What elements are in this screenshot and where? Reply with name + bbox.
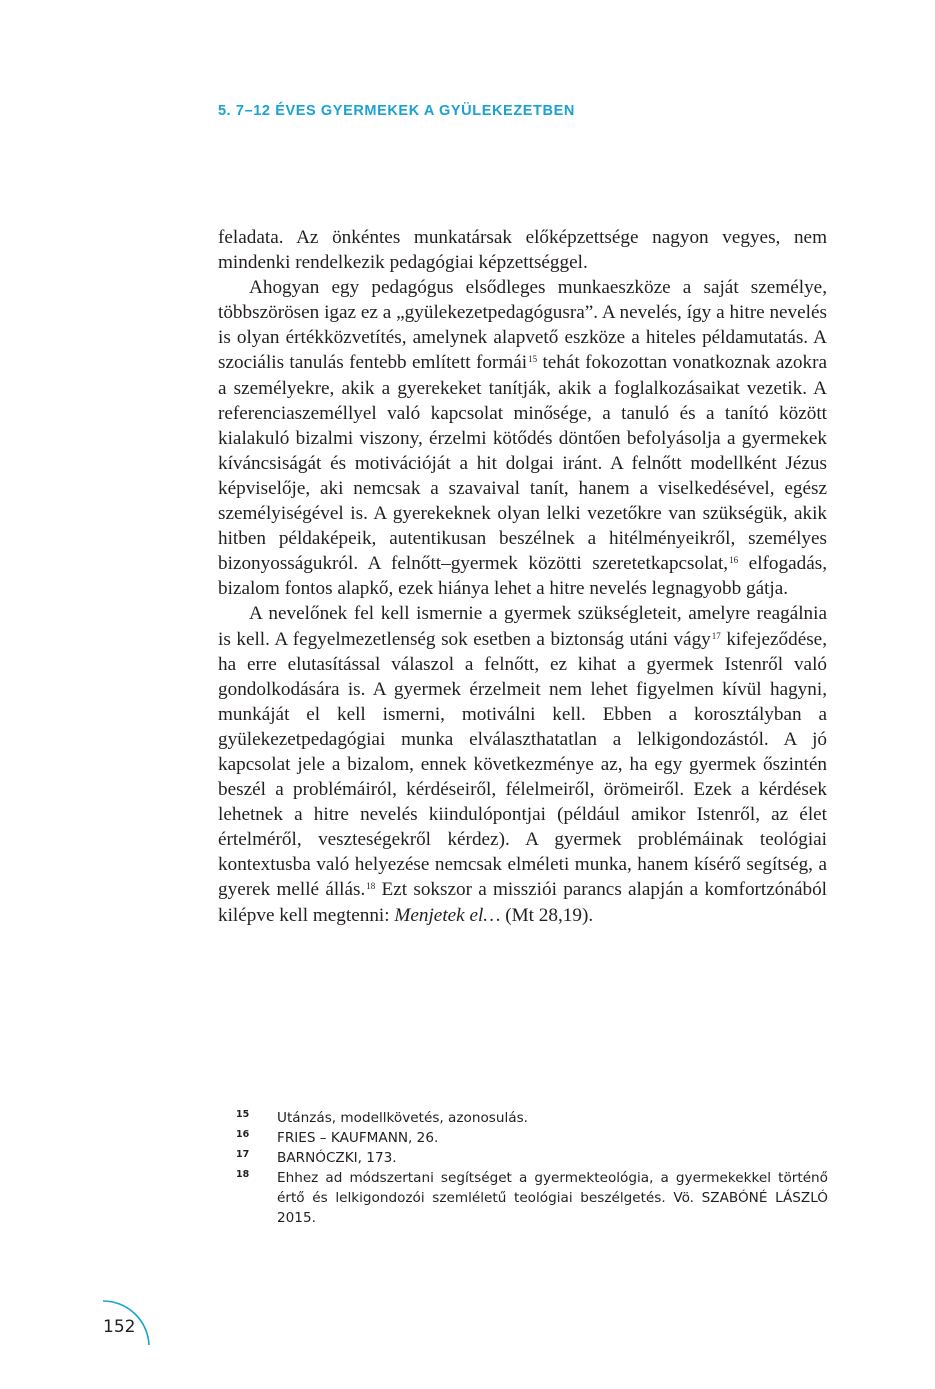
footnote-text: BARNÓCZKI, 173. xyxy=(277,1150,397,1166)
paragraph-3-italic-quote: Menjetek el… xyxy=(394,904,501,926)
footnote-ref-17[interactable]: 17 xyxy=(711,630,721,641)
paragraph-2-text-c: elfogadás, bizalom fontos alapkő, ezek hiánya lehet a hitre nevelés legnagyobb gátja. xyxy=(218,553,827,600)
footnote-item xyxy=(236,1168,828,1228)
paragraph-2-text-a: Ahogyan egy pedagógus elsődleges munkaeszköze a saját személye, többszörösen igaz ez a „gyülekezetpedagógusra”. A nevelés, így a hitre nevelés is olyan értékközvetítés, amelynek alapvető eszköze a hiteles példamutatás. A szociális tanulás fentebb említett formái xyxy=(218,277,827,374)
paragraph-3-text-d: (Mt 28,19). xyxy=(500,904,594,926)
paragraph-3-text-a: A nevelőnek fel kell ismernie a gyermek szükségleteit, amelyre reagálnia is kell. A fegyelmezetlenség sok esetben a biztonság utáni vágy xyxy=(218,603,827,650)
page-number: 152 xyxy=(103,1317,136,1337)
paragraph-2-text-b: tehát fokozottan vonatkoznak azokra a személyekre, akik a gyerekeket tanítják, akik a foglalkozásaikat vezetik. A referenciaszeméllyel való kapcsolat minősége, a tanuló és a tanító között kialakuló bizalmi viszony, érzelmi kötődés döntően befolyásolja a gyermekek kíváncsiságát és motivációját a hit dolgai iránt. A felnőtt modellként Jézus képviselője, aki nemcsak a szavaival tanít, hanem a viselkedésével, egész személyiségével is. A gyerekeknek olyan lelki vezetőkre van szükségük, akik hitben példaképeik, autentikusan beszélnek a hitélményeikről, személyes bizonyosságukról. A felnőtt–gyermek közötti szeretetkapcsolat, xyxy=(218,352,827,575)
footnote-number: 17 xyxy=(236,1149,250,1160)
running-head: 5. 7–12 ÉVES GYERMEKEK A GYÜLEKEZETBEN xyxy=(218,103,575,119)
footnotes xyxy=(236,1108,828,1228)
footnote-text: FRIES – KAUFMANN, 26. xyxy=(277,1130,439,1146)
footnote-ref-15[interactable]: 15 xyxy=(528,354,538,365)
footnote-number: 15 xyxy=(236,1109,250,1120)
footnote-ref-18[interactable]: 18 xyxy=(366,881,376,892)
footnote-text: Ehhez ad módszertani segítséget a gyermekteológia, a gyermekekkel történő értő és lelkigondozói szemléletű teológiai beszélgetés. Vö. SZABÓNÉ LÁSZLÓ 2015. xyxy=(277,1170,828,1226)
footnote-ref-16[interactable]: 16 xyxy=(729,555,739,566)
body-text xyxy=(218,225,827,928)
paragraph-3 xyxy=(218,601,827,927)
paragraph-2 xyxy=(218,275,827,601)
paragraph-1: feladata. Az önkéntes munkatársak előképzettsége nagyon vegyes, nem mindenki rendelkezik pedagógiai képzettséggel. xyxy=(218,227,827,274)
footnote-item xyxy=(236,1148,828,1168)
footnote-item xyxy=(236,1128,828,1148)
footnote-number: 18 xyxy=(236,1169,250,1180)
footnote-text: Utánzás, modellkövetés, azonosulás. xyxy=(277,1110,528,1126)
footnote-number: 16 xyxy=(236,1129,250,1140)
paragraph-3-text-c: Ezt sokszor a missziói parancs alapján a komfortzónából kilépve kell megtenni: xyxy=(218,879,827,926)
footnote-item xyxy=(236,1108,828,1128)
paragraph-3-text-b: kifejeződése, ha erre elutasítással válaszol a felnőtt, ez kihat a gyermek Istenről való gondolkodására is. A gyermek érzelmeit nem lehet figyelmen kívül hagyni, munkáját el kell ismerni, motiválni kell. Ebben a korosztályban a gyülekezetpedagógiai munka elválaszthatatlan a lelkigondozástól. A jó kapcsolat jele a bizalom, ennek következménye az, ha egy gyermek őszintén beszél a problémáiról, kérdéseiről, félelmeiről, örömeiről. Ezek a kérdések lehetnek a hitre nevelés kiindulópontjai (például amikor Istenről, az élet értelméről, veszteségekről kérdez). A gyermek problémáinak teológiai kontextusba való helyezése nemcsak elméleti munka, hanem kísérő segítség, a gyerek mellé állás. xyxy=(218,628,827,901)
